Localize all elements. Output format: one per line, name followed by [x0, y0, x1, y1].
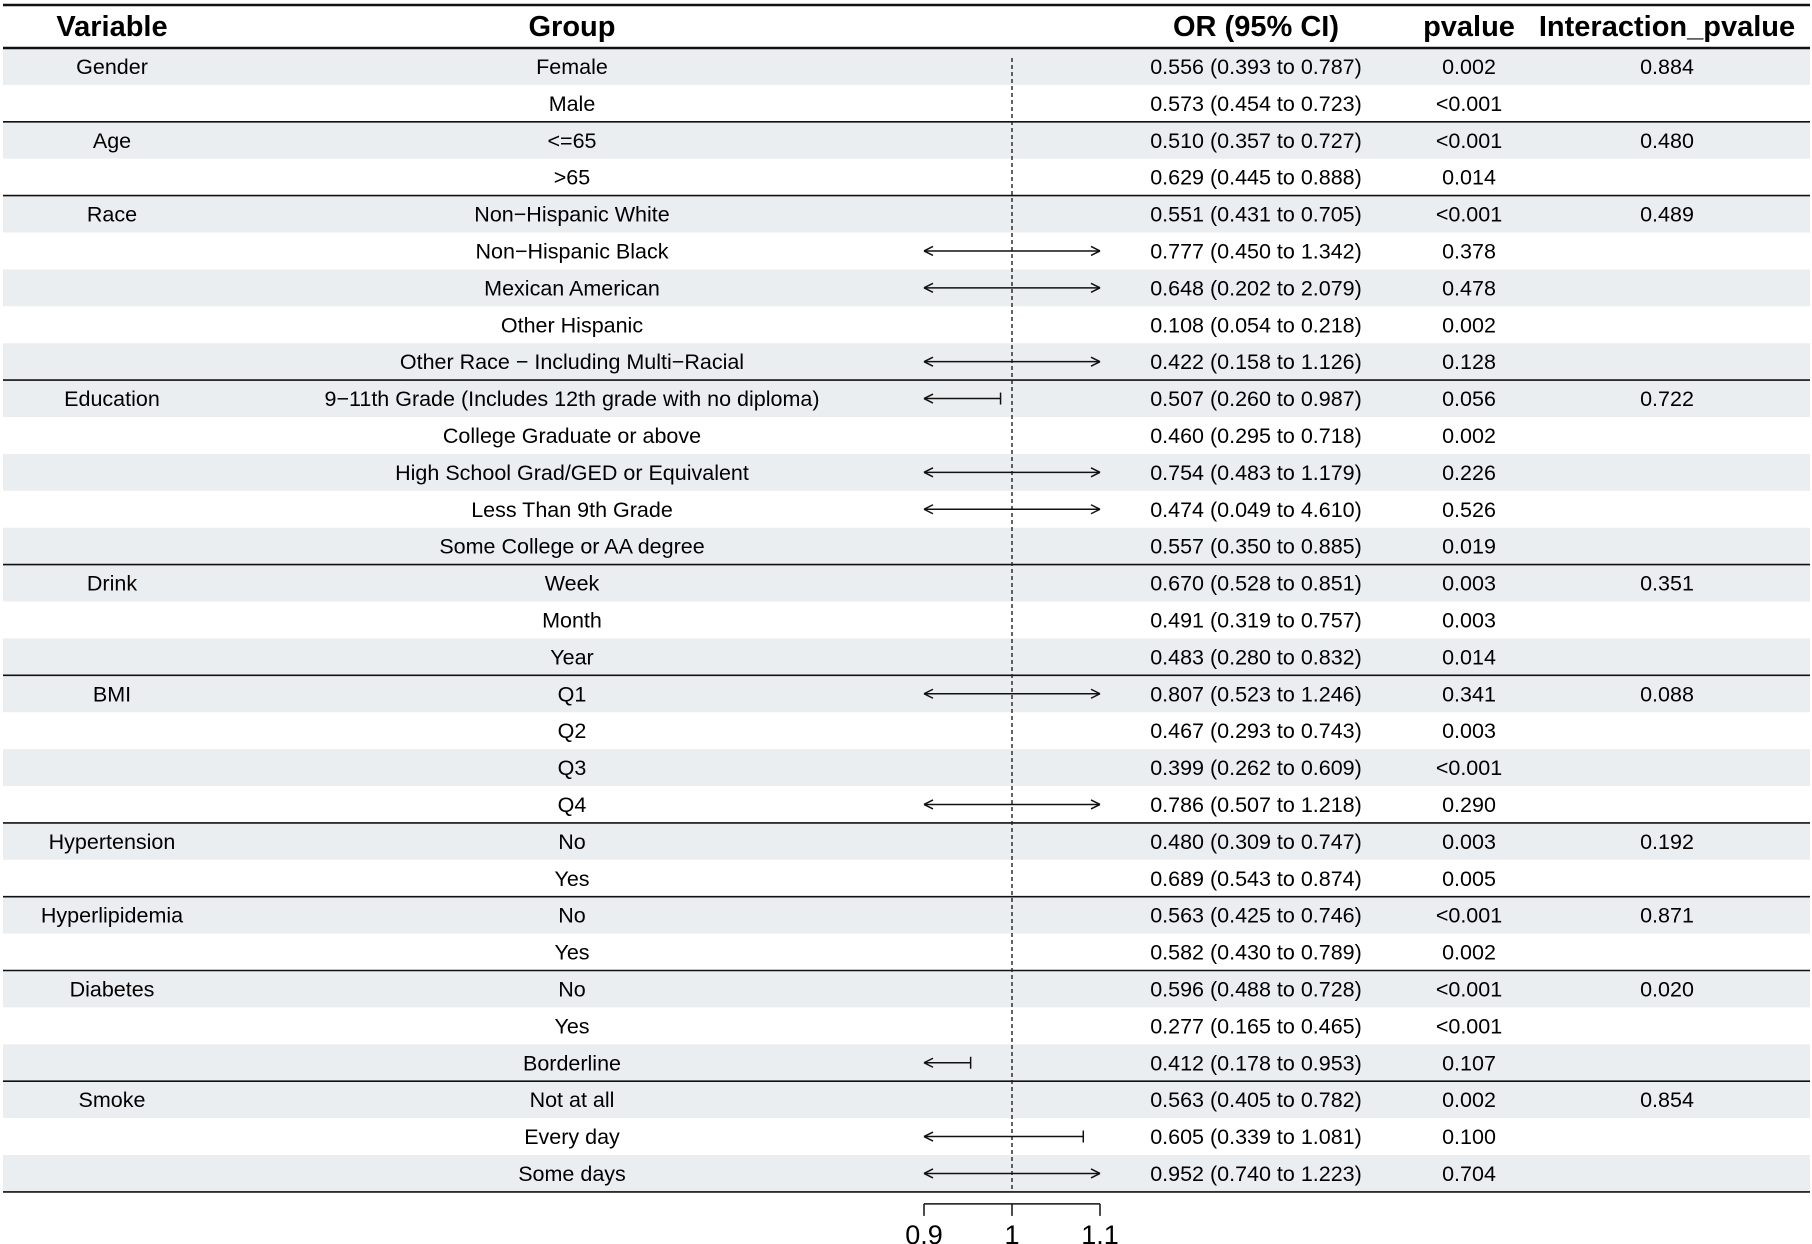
- group-label: Male: [548, 91, 596, 116]
- pvalue-value: 0.003: [1442, 829, 1496, 854]
- or-ci-value: 0.670 (0.528 to 0.851): [1150, 571, 1362, 596]
- group-label: Female: [536, 54, 608, 79]
- group-label: Borderline: [523, 1051, 621, 1076]
- or-ci-value: 0.605 (0.339 to 1.081): [1150, 1125, 1362, 1150]
- x-tick-label: 0.9: [905, 1219, 943, 1244]
- pvalue-value: 0.100: [1442, 1125, 1496, 1150]
- variable-label: Hypertension: [48, 829, 176, 854]
- row-band: [3, 269, 1810, 306]
- group-label: Non−Hispanic White: [474, 202, 670, 227]
- group-label: Non−Hispanic Black: [475, 239, 669, 264]
- or-ci-value: 0.596 (0.488 to 0.728): [1150, 977, 1362, 1002]
- x-axis: [905, 1204, 1119, 1244]
- variable-label: Hyperlipidemia: [40, 903, 184, 928]
- x-tick-label: 1.1: [1081, 1219, 1119, 1244]
- group-label: Week: [544, 571, 600, 596]
- or-ci-value: 0.422 (0.158 to 1.126): [1150, 350, 1362, 375]
- variable-label: BMI: [92, 682, 132, 707]
- or-ci-value: 0.582 (0.430 to 0.789): [1150, 940, 1362, 965]
- group-label: College Graduate or above: [442, 423, 702, 448]
- pvalue-value: 0.003: [1442, 719, 1496, 744]
- group-label: <=65: [547, 128, 597, 153]
- or-ci-value: 0.483 (0.280 to 0.832): [1150, 645, 1362, 670]
- group-label: Q3: [557, 756, 587, 781]
- row-band: [3, 1155, 1810, 1192]
- group-label: Yes: [554, 1014, 590, 1039]
- group-label: Q2: [557, 719, 587, 744]
- or-ci-value: 0.399 (0.262 to 0.609): [1150, 756, 1362, 781]
- group-label: Mexican American: [484, 276, 660, 301]
- or-ci-value: 0.786 (0.507 to 1.218): [1150, 792, 1362, 817]
- or-ci-value: 0.563 (0.425 to 0.746): [1150, 903, 1362, 928]
- pvalue-value: 0.002: [1442, 313, 1496, 338]
- or-ci-value: 0.648 (0.202 to 2.079): [1150, 276, 1362, 301]
- row-band: [3, 971, 1810, 1008]
- interaction-pvalue-value: 0.020: [1640, 977, 1694, 1002]
- pvalue-value: 0.478: [1442, 276, 1496, 301]
- row-bands: [3, 48, 1810, 1192]
- row-band: [3, 454, 1810, 491]
- pvalue-value: 0.005: [1442, 866, 1496, 891]
- variable-label: Race: [86, 202, 138, 227]
- pvalue-value: 0.378: [1442, 239, 1496, 264]
- pvalue-value: 0.107: [1442, 1051, 1496, 1076]
- interaction-pvalue-value: 0.088: [1640, 682, 1694, 707]
- pvalue-value: 0.014: [1442, 165, 1496, 190]
- pvalue-value: <0.001: [1435, 1014, 1503, 1039]
- row-band: [3, 528, 1810, 565]
- group-label: Every day: [524, 1125, 620, 1150]
- row-band: [3, 749, 1810, 786]
- or-ci-value: 0.480 (0.309 to 0.747): [1150, 829, 1362, 854]
- or-ci-value: 0.491 (0.319 to 0.757): [1150, 608, 1362, 633]
- or-ci-value: 0.108 (0.054 to 0.218): [1150, 313, 1362, 338]
- variable-label: Drink: [86, 571, 138, 596]
- interaction-pvalue-value: 0.480: [1640, 128, 1694, 153]
- group-label: Other Hispanic: [500, 313, 644, 338]
- pvalue-value: 0.704: [1442, 1161, 1496, 1186]
- pvalue-value: <0.001: [1435, 756, 1503, 781]
- pvalue-value: 0.014: [1442, 645, 1496, 670]
- group-label: Some College or AA degree: [439, 534, 705, 559]
- pvalue-value: <0.001: [1435, 128, 1503, 153]
- pvalue-value: 0.002: [1442, 423, 1496, 448]
- or-ci-value: 0.412 (0.178 to 0.953): [1150, 1051, 1362, 1076]
- row-band: [3, 638, 1810, 675]
- header-pvalue: pvalue: [1423, 11, 1515, 43]
- pvalue-value: <0.001: [1435, 977, 1503, 1002]
- pvalue-value: 0.003: [1442, 608, 1496, 633]
- or-ci-value: 0.556 (0.393 to 0.787): [1150, 54, 1362, 79]
- or-ci-value: 0.573 (0.454 to 0.723): [1150, 91, 1362, 116]
- row-band: [3, 1081, 1810, 1118]
- pvalue-value: <0.001: [1435, 91, 1503, 116]
- row-band: [3, 380, 1810, 417]
- header-or-ci: OR (95% CI): [1173, 11, 1339, 43]
- group-label: Not at all: [529, 1088, 615, 1113]
- group-label: Less Than 9th Grade: [471, 497, 673, 522]
- interaction-pvalue-value: 0.884: [1640, 54, 1694, 79]
- group-label: Other Race − Including Multi−Racial: [399, 350, 745, 375]
- row-band: [3, 122, 1810, 159]
- group-label: Q1: [557, 682, 587, 707]
- interaction-pvalue-value: 0.871: [1640, 903, 1694, 928]
- row-band: [3, 48, 1810, 85]
- pvalue-value: 0.019: [1442, 534, 1496, 559]
- group-label: High School Grad/GED or Equivalent: [395, 460, 749, 485]
- header-interaction-pvalue: Interaction_pvalue: [1538, 11, 1796, 43]
- pvalue-value: 0.003: [1442, 571, 1496, 596]
- row-band: [3, 196, 1810, 233]
- row-band: [3, 343, 1810, 380]
- or-ci-value: 0.277 (0.165 to 0.465): [1150, 1014, 1362, 1039]
- or-ci-value: 0.507 (0.260 to 0.987): [1150, 387, 1362, 412]
- or-ci-value: 0.467 (0.293 to 0.743): [1150, 719, 1362, 744]
- pvalue-value: 0.341: [1442, 682, 1496, 707]
- pvalue-value: 0.056: [1442, 387, 1496, 412]
- header-variable: Variable: [56, 11, 168, 43]
- group-label: Year: [550, 645, 594, 670]
- table-header: [56, 11, 1795, 43]
- row-band: [3, 675, 1810, 712]
- row-band: [3, 1044, 1810, 1081]
- group-label: Yes: [554, 866, 590, 891]
- row-band: [3, 565, 1810, 602]
- or-ci-value: 0.510 (0.357 to 0.727): [1150, 128, 1362, 153]
- interaction-pvalue-value: 0.192: [1640, 829, 1694, 854]
- group-label: Some days: [518, 1161, 626, 1186]
- ci-mark: [924, 1131, 1083, 1143]
- or-ci-value: 0.551 (0.431 to 0.705): [1150, 202, 1362, 227]
- header-group: Group: [528, 11, 616, 43]
- row-band: [3, 897, 1810, 934]
- pvalue-value: 0.128: [1442, 350, 1496, 375]
- pvalue-value: 0.226: [1442, 460, 1496, 485]
- pvalue-value: 0.290: [1442, 792, 1496, 817]
- variable-label: Education: [64, 387, 160, 412]
- or-ci-value: 0.629 (0.445 to 0.888): [1150, 165, 1362, 190]
- x-tick-label: 1: [1004, 1219, 1020, 1244]
- group-label: No: [558, 829, 586, 854]
- variable-label: Diabetes: [69, 977, 155, 1002]
- group-label: Yes: [554, 940, 590, 965]
- or-ci-value: 0.754 (0.483 to 1.179): [1150, 460, 1362, 485]
- row-band: [3, 823, 1810, 860]
- or-ci-value: 0.474 (0.049 to 4.610): [1150, 497, 1362, 522]
- interaction-pvalue-value: 0.722: [1640, 387, 1694, 412]
- or-ci-value: 0.807 (0.523 to 1.246): [1150, 682, 1362, 707]
- variable-label: Smoke: [78, 1088, 146, 1113]
- group-label: Month: [542, 608, 602, 633]
- or-ci-value: 0.563 (0.405 to 0.782): [1150, 1088, 1362, 1113]
- group-label: Q4: [557, 792, 587, 817]
- interaction-pvalue-value: 0.854: [1640, 1088, 1694, 1113]
- variable-label: Gender: [76, 54, 148, 79]
- pvalue-value: <0.001: [1435, 202, 1503, 227]
- group-label: No: [558, 977, 586, 1002]
- interaction-pvalue-value: 0.351: [1640, 571, 1694, 596]
- pvalue-value: 0.002: [1442, 1088, 1496, 1113]
- or-ci-value: 0.952 (0.740 to 1.223): [1150, 1161, 1362, 1186]
- interaction-pvalue-value: 0.489: [1640, 202, 1694, 227]
- pvalue-value: 0.526: [1442, 497, 1496, 522]
- group-label: No: [558, 903, 586, 928]
- pvalue-value: 0.002: [1442, 54, 1496, 79]
- group-label: 9−11th Grade (Includes 12th grade with no diploma): [324, 387, 820, 412]
- pvalue-value: <0.001: [1435, 903, 1503, 928]
- or-ci-value: 0.460 (0.295 to 0.718): [1150, 423, 1362, 448]
- variable-label: Age: [92, 128, 132, 153]
- or-ci-value: 0.777 (0.450 to 1.342): [1150, 239, 1362, 264]
- or-ci-value: 0.689 (0.543 to 0.874): [1150, 866, 1362, 891]
- or-ci-value: 0.557 (0.350 to 0.885): [1150, 534, 1362, 559]
- group-label: >65: [553, 165, 591, 190]
- pvalue-value: 0.002: [1442, 940, 1496, 965]
